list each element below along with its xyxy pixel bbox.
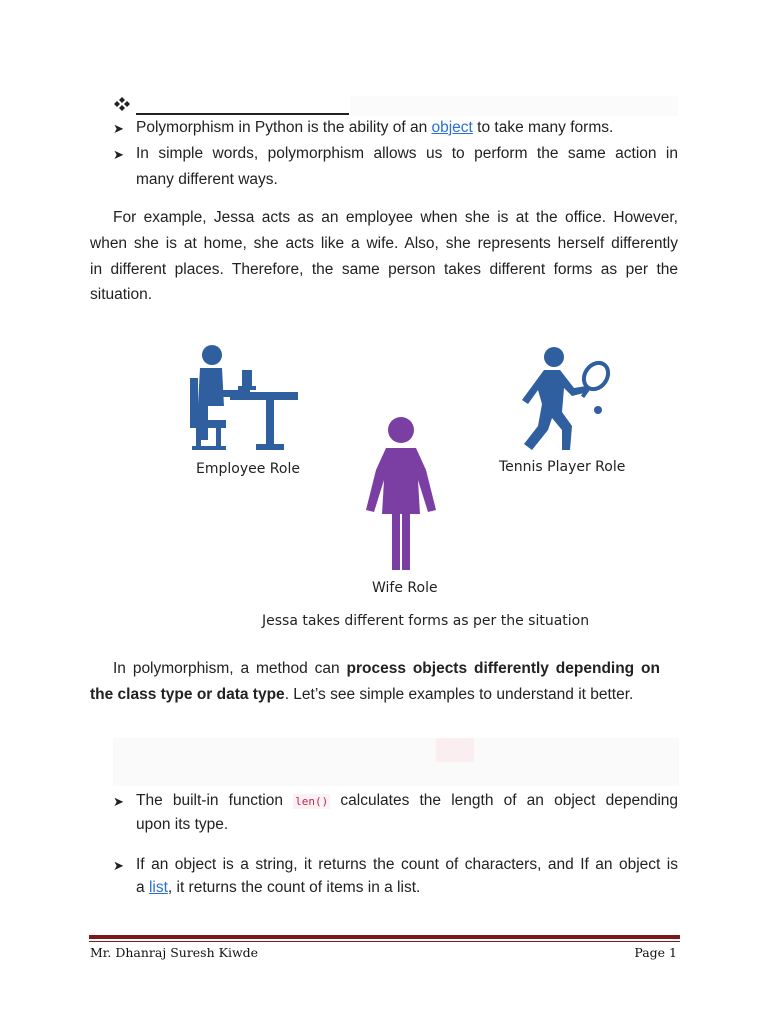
paragraph-example-line: situation.	[90, 286, 153, 303]
four-diamonds-icon	[113, 96, 131, 112]
heading-band	[350, 96, 678, 116]
bullet-string-line1: If an object is a string, it returns the count of characters, and If an object is	[136, 856, 678, 873]
paragraph-text: . Let’s see simple examples to understand it better.	[284, 686, 634, 703]
bullet-text: a	[136, 879, 149, 896]
arrow-bullet-icon: ➤	[113, 121, 124, 136]
bullet-simple-words-line1: In simple words, polymorphism allows us to perform the same action in	[136, 145, 678, 162]
bullet-text: to take many forms.	[472, 119, 614, 136]
bullet-text: , it returns the count of items in a list.	[167, 879, 421, 896]
bullet-text: The built-in function	[136, 792, 294, 809]
bullet-polymorphism-definition	[136, 119, 613, 137]
paragraph-method-line1	[113, 660, 660, 678]
tennis-player-role-label: Tennis Player Role	[499, 459, 626, 475]
paragraph-text: In polymorphism, a method can	[113, 660, 347, 677]
employee-role-label: Employee Role	[196, 461, 300, 477]
bullet-len-line2: upon its type.	[136, 816, 229, 833]
bullet-len-line1	[136, 792, 678, 810]
footer-rule-thick	[89, 935, 680, 939]
figure-caption: Jessa takes different forms as per the situation	[262, 613, 590, 629]
footer-rule-thin	[89, 941, 680, 942]
paragraph-example-line: when she is at home, she acts like a wife. Also, she represents herself differently	[90, 235, 678, 252]
paragraph-example-line: For example, Jessa acts as an employee when she is at the office. However,	[113, 209, 678, 226]
bullet-string-line2	[136, 879, 420, 897]
paragraph-bold-text: the class type or data type	[90, 686, 285, 703]
paragraph-bold-text: process objects differently depending on	[346, 660, 660, 677]
footer-page-number: Page 1	[634, 945, 677, 960]
arrow-bullet-icon: ➤	[113, 858, 124, 873]
paragraph-example-line: in different places. Therefore, the same person takes different forms as per the	[90, 261, 678, 278]
arrow-bullet-icon: ➤	[113, 794, 124, 809]
code-band	[113, 738, 679, 786]
object-link[interactable]: object	[431, 119, 473, 136]
paragraph-method-line2	[90, 686, 633, 704]
wife-role-label: Wife Role	[372, 580, 438, 596]
employee-icon	[186, 344, 300, 454]
tennis-player-icon	[510, 346, 614, 454]
inline-code: len()	[295, 795, 329, 808]
code-tag-highlight	[436, 738, 474, 762]
list-link[interactable]: list	[148, 879, 168, 896]
bullet-text: calculates the length of an object depending	[330, 792, 678, 809]
bullet-text: Polymorphism in Python is the ability of an	[136, 119, 432, 136]
heading-title-underline	[136, 113, 349, 115]
arrow-bullet-icon: ➤	[113, 147, 124, 162]
bullet-simple-words-line2: many different ways.	[136, 171, 278, 188]
woman-icon	[362, 416, 440, 572]
footer-author: Mr. Dhanraj Suresh Kiwde	[90, 945, 259, 960]
